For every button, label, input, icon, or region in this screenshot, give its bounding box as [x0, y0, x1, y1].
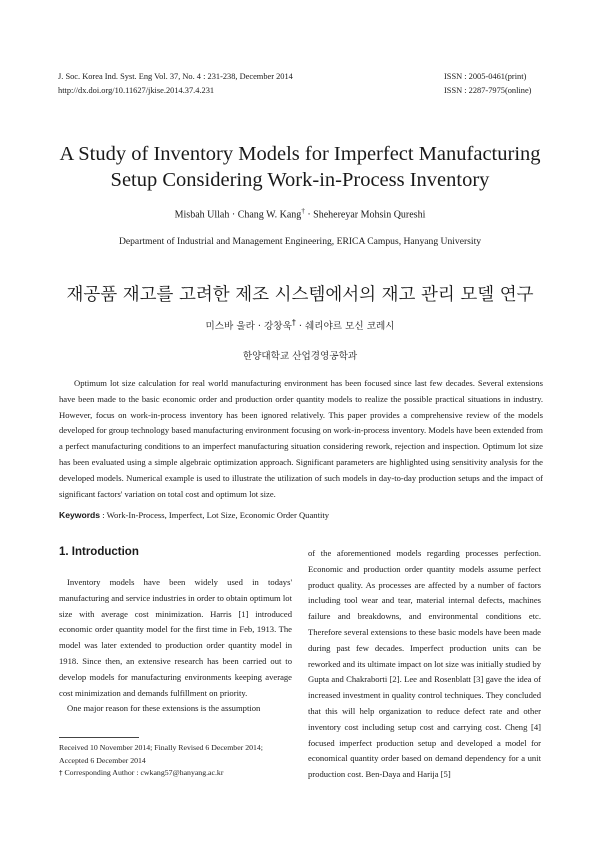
keywords-text: Work-In-Process, Imperfect, Lot Size, Economic Order Quantity: [106, 510, 330, 520]
journal-citation: J. Soc. Korea Ind. Syst. Eng Vol. 37, No. 4 : 231-238, December 2014: [58, 72, 293, 81]
footnotes: [59, 742, 299, 780]
author-list: [0, 207, 600, 220]
footnote-divider: [59, 737, 139, 738]
journal-header: [58, 70, 293, 98]
section-heading: 1. Introduction: [59, 546, 139, 558]
paper-title-line1: A Study of Inventory Models for Imperfect Manufacturing: [59, 143, 541, 165]
paper-title: [0, 141, 600, 193]
doi-link[interactable]: http://dx.doi.org/10.11627/jkise.2014.37.4.231: [58, 86, 215, 95]
body-paragraph: of the aforementioned models regarding processes perfection. Economic and production order quantity models assume perfect product quality. As processes are affected by a number of factors including tool wear and tear, material internal defects, machines failure and breakdowns, and environmental conditions etc. Therefore several extensions to these basic models have been made during past few decades. Imperfect production units can be reworked and its ultimate impact on lot size was initially studied by Gupta and Chakraborti [2]. Lee and Rosenblatt [3] gave the idea of increased investment in quality control techniques. They concluded that this will help organization to reduce defect rate and other inventory cost including setup cost and carrying cost. Cheng [4] focused imperfect production setup and developed a model for economical quantity order based on demand dependency for a unit production cost. Ben-Daya and Harija [5]: [308, 548, 541, 780]
received-date: Received 10 November 2014; Finally Revised 6 December 2014;: [59, 743, 263, 752]
accepted-date: Accepted 6 December 2014: [59, 755, 146, 765]
keywords: [59, 510, 329, 520]
keywords-separator: :: [100, 510, 107, 520]
author-separator: ·: [295, 321, 305, 333]
abstract: Optimum lot size calculation for real world manufacturing environment has been focused since last few decades. Several extensions have been made to the basic economic order and production order quantity models to realize the possible practical situations in industry. However, focus on work-in-process inventory has been ignored relatively. This paper provides a comprehensive review of the models developed for group technology based manufacturing environment focusing on work-in-process inventory. Models have been extended from a perfect manufacturing conditions to an imperfect manufacturing situation considering rework, rejection and inspection. Optimum lot size has been evaluated using a simple algebraic optimization approach. Significant parameters are highlighted using sensitivity analysis for the developed models. Numerical example is used to illustrate the utilization of such models in day-to-day production setups and the impact of significant factors' variation on total cost and optimum lot size.: [59, 378, 543, 499]
corresponding-dagger: †: [301, 207, 305, 215]
korean-author-name: 쉐리야르 모신 코레시: [305, 321, 395, 333]
dagger-mark: †: [59, 769, 63, 777]
issn-print: ISSN : 2005-0461(print): [444, 72, 527, 81]
korean-title: 재공품 재고를 고려한 제조 시스템에서의 재고 관리 모델 연구: [66, 285, 534, 305]
body-paragraph: One major reason for these extensions is the assumption: [67, 703, 261, 714]
korean-author-list: [0, 318, 600, 332]
korean-affiliation: 한양대학교 산업경영공학과: [242, 351, 358, 362]
author-name: Misbah Ullah: [174, 209, 230, 221]
author-separator: ·: [254, 321, 265, 333]
body-paragraph: Inventory models have been widely used in todays' manufacturing and service industries in order to obtain optimum lot size with average cost minimization. Harris [1] introduced economic order quantity model for the first time in Feb, 1913. The model was later extended to production order quantity model in 1918. Since then, an extensive research has been carried out to develop models for manufacturing environments keeping average cost minimization and demands fulfillment on priority.: [59, 577, 292, 698]
affiliation: Department of Industrial and Management Engineering, ERICA Campus, Hanyang University: [118, 236, 482, 247]
issn-block: [444, 70, 531, 98]
corresponding-dagger: †: [291, 318, 296, 327]
author-name: Shehereyar Mohsin Qureshi: [313, 209, 426, 221]
keywords-label: Keywords: [59, 510, 101, 520]
left-column: [59, 575, 292, 717]
corresponding-author-text: Corresponding Author : cwkang57@hanyang.ac.kr: [62, 768, 224, 777]
right-column: [308, 546, 541, 783]
paper-title-line2: Setup Considering Work-in-Process Inventory: [110, 169, 490, 191]
korean-author-name: 미스바 울라: [205, 321, 255, 333]
issn-online: ISSN : 2287-7975(online): [444, 86, 532, 95]
corresponding-author: [59, 767, 299, 780]
author-separator: ·: [229, 209, 238, 221]
author-separator: ·: [304, 209, 314, 221]
korean-author-name: 강창욱: [264, 321, 292, 333]
author-name: Chang W. Kang: [237, 209, 302, 221]
